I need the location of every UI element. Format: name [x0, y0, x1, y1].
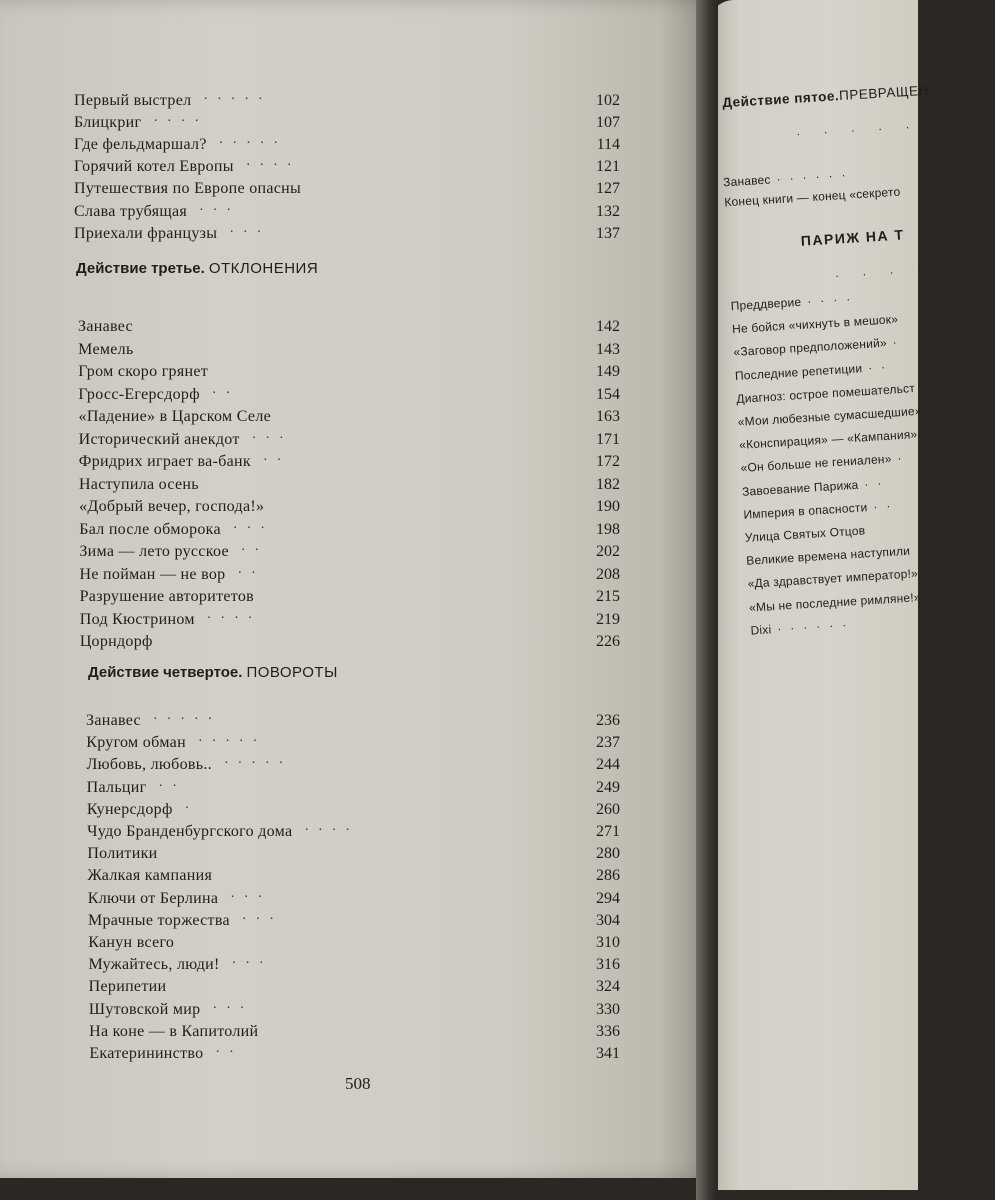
dot-leader: ··· — [230, 889, 272, 905]
act-label: Действие третье. — [76, 260, 205, 277]
toc-entry-title: Политики — [87, 845, 158, 863]
toc-entry-page: 132 — [596, 202, 620, 220]
toc-entry-title: Цорндорф — [79, 633, 153, 650]
toc-entry-title: Зима — лето русское — [79, 543, 229, 560]
toc-entry-page: 260 — [596, 800, 620, 818]
toc-entry-page: 286 — [596, 867, 620, 885]
dot-leader: ···· — [304, 823, 360, 838]
toc-entry-page: 330 — [596, 1000, 620, 1018]
toc-entry — [0, 453, 620, 475]
toc-entry — [0, 203, 620, 225]
toc-entry — [0, 934, 620, 956]
toc-entry-page: 271 — [596, 823, 620, 840]
dot-leader: ··· — [241, 911, 283, 927]
toc-entry-title: Мемель — [78, 340, 134, 358]
toc-entry-page: 202 — [596, 543, 620, 560]
dot-leader: ··· — [251, 430, 293, 446]
toc-entry — [0, 756, 620, 778]
toc-entry-page: 280 — [596, 845, 620, 863]
toc-entry-page: 237 — [596, 734, 620, 752]
toc-entry — [0, 890, 620, 912]
toc-entry-title: Любовь, любовь.. — [86, 756, 212, 774]
act-label: Действие пятое. — [721, 88, 840, 111]
toc-entry-title: Не бойся «чихнуть в мешок» — [731, 312, 899, 337]
toc-entry-page: 121 — [596, 158, 620, 176]
toc-entry — [0, 386, 620, 408]
toc-entry-title: «Падение» в Царском Селе — [78, 408, 272, 425]
toc-entry-page: 107 — [596, 114, 620, 132]
toc-entry-page: 341 — [596, 1045, 620, 1062]
toc-entry-title: «Мои любезные сумасшедшие» — [737, 403, 923, 429]
toc-entry-page: 208 — [596, 565, 620, 583]
toc-entry-title: «Конспирация» — «Кампания» — [738, 427, 918, 453]
page-number-folio: 508 — [345, 1074, 371, 1093]
toc-entry-title: Великие времена наступили — [745, 543, 911, 568]
dot-leader: · — [892, 334, 907, 350]
toc-entry-title: Первый выстрел — [74, 92, 192, 109]
toc-entry-title: Наступила осень — [78, 475, 199, 493]
dot-leader: ·· — [262, 453, 291, 468]
dot-leader: ····· — [218, 136, 288, 152]
toc-entry — [0, 114, 620, 136]
act5-heading — [722, 83, 929, 111]
toc-entry-title: «Добрый вечер, господа!» — [79, 498, 265, 515]
toc-entry-title: Под Кюстрином — [79, 610, 195, 628]
toc-entry-title: «Заговор предположений» · — [733, 334, 907, 360]
toc-entry-page: 336 — [596, 1022, 620, 1040]
act-title: ПРЕВРАЩЕН — [838, 82, 930, 104]
toc-entry-page: 236 — [596, 712, 620, 729]
toc-entry-page: 102 — [596, 92, 620, 109]
toc-entry — [0, 341, 620, 363]
right-page-contents — [708, 0, 990, 1188]
dot-leader: ···· — [806, 291, 860, 309]
toc-entry-title: Завоевание Парижа ·· — [741, 475, 891, 499]
dot-leader: ··· — [199, 202, 241, 218]
toc-entry-page: 163 — [596, 408, 620, 425]
toc-entry-title: «Да здравствует император!» — [747, 566, 919, 592]
toc-entry-page: 198 — [596, 520, 620, 538]
toc-entry — [0, 978, 620, 1000]
toc-entry-title: Жалкая кампания — [87, 867, 213, 885]
toc-entry-title: Мужайтесь, люди! — [88, 956, 220, 974]
dot-leader: ··· — [229, 224, 271, 240]
toc-entry — [0, 498, 620, 520]
dot-leader: ·· — [863, 475, 891, 491]
toc-entry-page: 142 — [596, 318, 620, 335]
toc-entry — [0, 867, 620, 889]
toc-entry-title: Канун всего — [88, 934, 175, 951]
toc-entry-page: 171 — [596, 430, 620, 448]
toc-entry — [0, 823, 620, 845]
toc-entry-title: Преддверие ···· — [730, 291, 860, 314]
toc-entry-title: Улица Святых Отцов — [744, 523, 866, 545]
toc-entry — [0, 521, 620, 543]
toc-entry — [0, 1023, 620, 1045]
toc-entry-title: «Он больше не гениален» · — [740, 450, 911, 476]
toc-entry-title: Гром скоро грянет — [78, 363, 209, 380]
toc-entry — [0, 801, 620, 823]
toc-entry-title: Последние репетиции ·· — [734, 358, 895, 383]
toc-entry-title: На коне — в Капитолий — [89, 1022, 259, 1040]
dot-leader: ····· — [223, 756, 293, 772]
dot-leader: ···· — [245, 158, 301, 174]
dot-leader: ·· — [158, 778, 186, 794]
dot-leader: ·· — [872, 498, 900, 514]
section-heading-act4 — [88, 664, 338, 682]
toc-entry — [0, 956, 620, 978]
toc-entry — [0, 158, 620, 180]
toc-entry-page: 114 — [596, 136, 620, 154]
dot-leader: · — [897, 450, 911, 466]
toc-entry-title: Екатерининство — [89, 1045, 204, 1062]
act-title: ПОВОРОТЫ — [246, 664, 338, 681]
toc-entry-title: Приехали французы — [74, 224, 218, 242]
dot-leader: ·· — [240, 543, 269, 558]
toc-entry-page: 190 — [596, 498, 620, 515]
toc-entry — [0, 912, 620, 934]
toc-entry — [0, 779, 620, 801]
toc-entry-title: Где фельдмаршал? — [74, 136, 207, 154]
toc-entry-title: Горячий котел Европы — [74, 158, 234, 176]
toc-entry — [0, 318, 620, 340]
toc-entry-title: Перипетии — [88, 978, 167, 996]
dot-leader: ·· — [237, 565, 265, 581]
toc-entry-title: Конец книги — конец «секрето — [723, 184, 901, 210]
toc-entry-title: Гросс-Егерсдорф — [78, 385, 200, 403]
toc-entry-title: Империя в опасности ·· — [743, 498, 900, 522]
act-label: Действие четвертое. — [88, 664, 243, 681]
toc-entry-page: 249 — [596, 778, 620, 796]
toc-entry-title: Занавес — [78, 318, 133, 335]
toc-entry-title: Кунерсдорф — [86, 800, 173, 818]
dot-leader: ····· — [203, 92, 272, 107]
toc-entry-title: Слава трубящая — [74, 202, 188, 220]
toc-entry-title: «Мы не последние римляне!» — [748, 589, 922, 615]
dot-leader: ···· — [206, 610, 262, 626]
right-page — [708, 0, 932, 1190]
dot-leader: ··· — [212, 1000, 254, 1016]
toc-entry-page: 304 — [596, 911, 620, 929]
toc-entry-page: 215 — [596, 588, 620, 605]
dot-leader: · · · · · — [795, 119, 920, 141]
toc-entry-title: Путешествия по Европе опасны — [74, 180, 302, 198]
dot-leader: ······ — [776, 167, 855, 187]
toc-entry-page: 316 — [596, 956, 620, 974]
dot-leader: ···· — [153, 114, 209, 130]
dot-leader: ·· — [211, 385, 240, 401]
toc-entry-title: Шутовской мир — [88, 1000, 201, 1018]
dot-leader: ·· — [867, 358, 895, 375]
toc-entry-page: 244 — [596, 756, 620, 774]
toc-entry — [0, 408, 620, 430]
toc-entry-title: Пальциг — [86, 778, 147, 796]
dot-leader: ·· — [215, 1045, 243, 1060]
toc-entry-title: Бал после обморока — [79, 520, 221, 538]
toc-entry — [0, 633, 620, 655]
toc-entry — [0, 363, 620, 385]
toc-entry-title: Блицкриг — [74, 114, 142, 132]
dot-leader: ······ — [776, 616, 856, 636]
toc-entry-title: Разрушение авторитетов — [79, 588, 254, 605]
toc-entry — [0, 845, 620, 867]
toc-entry — [0, 734, 620, 756]
toc-entry — [0, 92, 620, 114]
toc-entry — [0, 136, 620, 158]
toc-entry-page: 226 — [596, 633, 620, 650]
toc-entry — [0, 1001, 620, 1023]
toc-entry-title: Чудо Бранденбургского дома — [87, 823, 293, 840]
toc-entry-page: 324 — [596, 978, 620, 996]
toc-entry — [0, 543, 620, 565]
dot-leader: ··· — [231, 956, 273, 972]
toc-entry-title: Кругом обман — [86, 734, 186, 752]
toc-entry-page: 137 — [596, 224, 620, 242]
toc-entry — [0, 712, 620, 734]
toc-entry-page: 154 — [596, 385, 620, 403]
toc-entry-title: Ключи от Берлина — [87, 889, 219, 907]
part-title: ПАРИЖ НА Т — [800, 226, 905, 249]
toc-entry — [0, 180, 620, 202]
toc-entry — [0, 225, 620, 247]
toc-entry-page: 149 — [596, 363, 620, 380]
toc-entry — [0, 431, 620, 453]
toc-entry-page: 294 — [596, 889, 620, 907]
toc-entry-page: 219 — [596, 610, 620, 628]
toc-entry — [0, 476, 620, 498]
dot-leader: · · · · — [834, 262, 932, 283]
act-title: ОТКЛОНЕНИЯ — [208, 260, 319, 277]
toc-entry-title: Диагноз: острое помешательст — [735, 380, 916, 406]
toc-entry-title: Занавес ······ — [722, 167, 855, 190]
toc-entry — [0, 1045, 620, 1067]
toc-entry-title: Мрачные торжества — [87, 911, 230, 929]
toc-entry — [0, 588, 620, 610]
section-heading-act3 — [76, 260, 318, 278]
toc-entry — [0, 566, 620, 588]
dot-leader: ··· — [232, 520, 274, 536]
toc-entry — [0, 611, 620, 633]
toc-entry-page: 172 — [596, 453, 620, 470]
toc-entry-page: 143 — [596, 340, 620, 358]
toc-entry-title: Фридрих играет ва-банк — [78, 453, 251, 470]
dot-leader: ····· — [197, 734, 267, 750]
toc-entry-title: Dixi ······ — [750, 616, 856, 638]
toc-entry-page: 182 — [596, 475, 620, 493]
dot-leader: · — [184, 800, 199, 816]
toc-entry-title: Исторический анекдот — [78, 430, 240, 448]
toc-entry-title: Не пойман — не вор — [79, 565, 226, 583]
toc-entry-title: Занавес — [86, 712, 141, 729]
toc-entry-page: 310 — [596, 934, 620, 951]
toc-entry-page: 127 — [596, 180, 620, 198]
dot-leader: ····· — [152, 712, 222, 727]
